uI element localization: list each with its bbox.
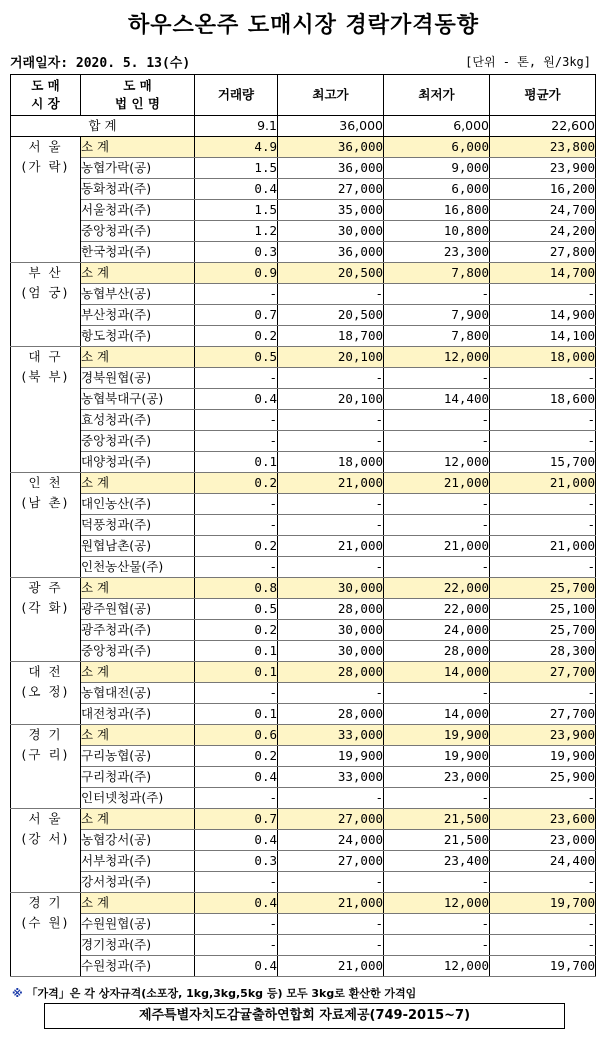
corp-name: 수원원협(공) — [81, 914, 195, 935]
max-price-cell: 20,100 — [278, 389, 384, 410]
min-price-cell: 7,900 — [384, 305, 490, 326]
avg-price-cell: 23,900 — [490, 725, 596, 746]
max-price-cell: 33,000 — [278, 767, 384, 788]
max-price-cell: 24,000 — [278, 830, 384, 851]
min-price-cell: 24,000 — [384, 620, 490, 641]
volume-cell: 0.7 — [195, 809, 278, 830]
max-price-cell: 20,500 — [278, 263, 384, 284]
corp-name: 경기청과(주) — [81, 935, 195, 956]
corp-name: 인터넷청과(주) — [81, 788, 195, 809]
avg-price-cell: 14,100 — [490, 326, 596, 347]
avg-price-cell: 14,700 — [490, 263, 596, 284]
avg-price-cell: - — [490, 410, 596, 431]
min-price-cell: 6,000 — [384, 179, 490, 200]
min-price-cell: 6,000 — [384, 137, 490, 158]
subtotal-row — [11, 473, 596, 494]
max-price-cell: - — [278, 557, 384, 578]
volume-cell: 0.1 — [195, 641, 278, 662]
market-name: 인 천 (남 촌) — [11, 473, 81, 578]
table-row — [11, 158, 596, 179]
table-row — [11, 284, 596, 305]
avg-price-cell: - — [490, 683, 596, 704]
min-price-cell: - — [384, 914, 490, 935]
col-avg: 평균가 — [490, 75, 596, 116]
col-volume: 거래량 — [195, 75, 278, 116]
table-row — [11, 368, 596, 389]
min-price-cell: 14,000 — [384, 704, 490, 725]
volume-cell: - — [195, 284, 278, 305]
min-price-cell: 9,000 — [384, 158, 490, 179]
avg-price-cell: - — [490, 368, 596, 389]
table-row — [11, 914, 596, 935]
max-price-cell: 36,000 — [278, 158, 384, 179]
subtotal-row — [11, 809, 596, 830]
volume-cell: 1.5 — [195, 200, 278, 221]
subtotal-row — [11, 662, 596, 683]
corp-name: 소 계 — [81, 578, 195, 599]
min-price-cell: 14,000 — [384, 662, 490, 683]
min-price-cell: - — [384, 410, 490, 431]
avg-price-cell: 25,100 — [490, 599, 596, 620]
table-row — [11, 431, 596, 452]
volume-cell: - — [195, 914, 278, 935]
corp-name: 소 계 — [81, 347, 195, 368]
avg-price-cell: - — [490, 788, 596, 809]
avg-price-cell: 19,700 — [490, 956, 596, 977]
min-price-cell: 21,500 — [384, 830, 490, 851]
avg-price-cell: - — [490, 914, 596, 935]
subtotal-row — [11, 725, 596, 746]
col-market: 도 매 시 장 — [11, 75, 81, 116]
avg-price-cell: 19,700 — [490, 893, 596, 914]
avg-price-cell: - — [490, 515, 596, 536]
max-price-cell: 28,000 — [278, 704, 384, 725]
corp-name: 부산청과(주) — [81, 305, 195, 326]
market-name: 대 구 (북 부) — [11, 347, 81, 473]
corp-name: 덕풍청과(주) — [81, 515, 195, 536]
max-price-cell: 19,900 — [278, 746, 384, 767]
table-row — [11, 599, 596, 620]
table-row — [11, 410, 596, 431]
volume-cell: 0.9 — [195, 263, 278, 284]
volume-cell: - — [195, 788, 278, 809]
volume-cell: 0.2 — [195, 536, 278, 557]
corp-name: 농협대전(공) — [81, 683, 195, 704]
max-price-cell: 35,000 — [278, 200, 384, 221]
min-price-cell: 7,800 — [384, 263, 490, 284]
col-max: 최고가 — [278, 75, 384, 116]
avg-price-cell: 18,000 — [490, 347, 596, 368]
corp-name: 소 계 — [81, 809, 195, 830]
corp-name: 소 계 — [81, 662, 195, 683]
corp-name: 인천농산물(주) — [81, 557, 195, 578]
table-row — [11, 704, 596, 725]
max-price-cell: 21,000 — [278, 473, 384, 494]
volume-cell: 0.5 — [195, 599, 278, 620]
max-price-cell: 28,000 — [278, 599, 384, 620]
footnote — [12, 985, 416, 1001]
corp-name: 경북원협(공) — [81, 368, 195, 389]
max-price-cell: 28,000 — [278, 662, 384, 683]
max-price-cell: 36,000 — [278, 137, 384, 158]
volume-cell: - — [195, 557, 278, 578]
trade-date: 거래일자: 2020. 5. 13(수) — [10, 56, 191, 71]
avg-price-cell: - — [490, 935, 596, 956]
min-price-cell: 12,000 — [384, 452, 490, 473]
avg-price-cell: 25,700 — [490, 578, 596, 599]
corp-name: 대전청과(주) — [81, 704, 195, 725]
corp-name: 농협북대구(공) — [81, 389, 195, 410]
table-row — [11, 872, 596, 893]
corp-name: 강서청과(주) — [81, 872, 195, 893]
table-row — [11, 620, 596, 641]
avg-price-cell: 27,800 — [490, 242, 596, 263]
avg-price-cell: 18,600 — [490, 389, 596, 410]
col-corp: 도 매 법 인 명 — [81, 75, 195, 116]
max-price-cell: - — [278, 788, 384, 809]
avg-price-cell: 14,900 — [490, 305, 596, 326]
table-row — [11, 956, 596, 977]
table-row — [11, 830, 596, 851]
max-price-cell: - — [278, 284, 384, 305]
max-price-cell: - — [278, 872, 384, 893]
min-price-cell: 22,000 — [384, 599, 490, 620]
avg-price-cell: 23,900 — [490, 158, 596, 179]
total-volume: 9.1 — [195, 116, 278, 137]
min-price-cell: - — [384, 515, 490, 536]
market-name: 부 산 (엄 궁) — [11, 263, 81, 347]
source-box: 제주특별자치도감귤출하연합회 자료제공(749-2015~7) — [44, 1003, 565, 1029]
subtotal-row — [11, 137, 596, 158]
market-name: 경 기 (구 리) — [11, 725, 81, 809]
max-price-cell: 30,000 — [278, 578, 384, 599]
volume-cell: 0.4 — [195, 179, 278, 200]
max-price-cell: - — [278, 410, 384, 431]
corp-name: 대인농산(주) — [81, 494, 195, 515]
max-price-cell: - — [278, 431, 384, 452]
avg-price-cell: - — [490, 557, 596, 578]
total-label: 합 계 — [11, 116, 195, 137]
corp-name: 동화청과(주) — [81, 179, 195, 200]
max-price-cell: 21,000 — [278, 956, 384, 977]
corp-name: 중앙청과(주) — [81, 221, 195, 242]
max-price-cell: 27,000 — [278, 179, 384, 200]
max-price-cell: 21,000 — [278, 893, 384, 914]
table-row — [11, 788, 596, 809]
volume-cell: 0.1 — [195, 704, 278, 725]
min-price-cell: - — [384, 557, 490, 578]
min-price-cell: 21,000 — [384, 473, 490, 494]
max-price-cell: 30,000 — [278, 221, 384, 242]
corp-name: 효성청과(주) — [81, 410, 195, 431]
corp-name: 원협남촌(공) — [81, 536, 195, 557]
table-row — [11, 851, 596, 872]
max-price-cell: 30,000 — [278, 641, 384, 662]
avg-price-cell: 27,700 — [490, 704, 596, 725]
avg-price-cell: 23,600 — [490, 809, 596, 830]
corp-name: 광주원협(공) — [81, 599, 195, 620]
avg-price-cell: 27,700 — [490, 662, 596, 683]
avg-price-cell: 23,000 — [490, 830, 596, 851]
market-name: 경 기 (수 원) — [11, 893, 81, 977]
max-price-cell: 30,000 — [278, 620, 384, 641]
min-price-cell: 28,000 — [384, 641, 490, 662]
corp-name: 수원청과(주) — [81, 956, 195, 977]
market-name: 서 울 (가 락) — [11, 137, 81, 263]
volume-cell: - — [195, 368, 278, 389]
max-price-cell: - — [278, 914, 384, 935]
total-min: 6,000 — [384, 116, 490, 137]
volume-cell: 4.9 — [195, 137, 278, 158]
min-price-cell: 12,000 — [384, 347, 490, 368]
avg-price-cell: - — [490, 431, 596, 452]
avg-price-cell: 16,200 — [490, 179, 596, 200]
max-price-cell: - — [278, 494, 384, 515]
table-row — [11, 746, 596, 767]
min-price-cell: 12,000 — [384, 956, 490, 977]
avg-price-cell: 15,700 — [490, 452, 596, 473]
min-price-cell: - — [384, 872, 490, 893]
min-price-cell: 23,400 — [384, 851, 490, 872]
corp-name: 중앙청과(주) — [81, 431, 195, 452]
min-price-cell: 12,000 — [384, 893, 490, 914]
volume-cell: 0.2 — [195, 620, 278, 641]
min-price-cell: - — [384, 788, 490, 809]
avg-price-cell: 25,900 — [490, 767, 596, 788]
min-price-cell: - — [384, 683, 490, 704]
table-row — [11, 242, 596, 263]
volume-cell: - — [195, 431, 278, 452]
corp-name: 구리농협(공) — [81, 746, 195, 767]
market-name: 대 전 (오 정) — [11, 662, 81, 725]
total-row — [11, 116, 596, 137]
volume-cell: 0.7 — [195, 305, 278, 326]
corp-name: 서울청과(주) — [81, 200, 195, 221]
max-price-cell: - — [278, 368, 384, 389]
max-price-cell: 27,000 — [278, 809, 384, 830]
corp-name: 소 계 — [81, 137, 195, 158]
volume-cell: - — [195, 683, 278, 704]
min-price-cell: 19,900 — [384, 746, 490, 767]
volume-cell: 0.2 — [195, 473, 278, 494]
table-row — [11, 767, 596, 788]
max-price-cell: 27,000 — [278, 851, 384, 872]
min-price-cell: - — [384, 368, 490, 389]
min-price-cell: 23,000 — [384, 767, 490, 788]
corp-name: 농협강서(공) — [81, 830, 195, 851]
min-price-cell: 7,800 — [384, 326, 490, 347]
min-price-cell: 19,900 — [384, 725, 490, 746]
col-min: 최저가 — [384, 75, 490, 116]
volume-cell: 0.1 — [195, 452, 278, 473]
min-price-cell: - — [384, 935, 490, 956]
max-price-cell: 33,000 — [278, 725, 384, 746]
min-price-cell: - — [384, 494, 490, 515]
corp-name: 대양청과(주) — [81, 452, 195, 473]
table-row — [11, 935, 596, 956]
volume-cell: 0.4 — [195, 830, 278, 851]
corp-name: 한국청과(주) — [81, 242, 195, 263]
avg-price-cell: 19,900 — [490, 746, 596, 767]
avg-price-cell: 21,000 — [490, 473, 596, 494]
corp-name: 소 계 — [81, 725, 195, 746]
note-mark: ※ — [12, 987, 23, 1000]
min-price-cell: 10,800 — [384, 221, 490, 242]
max-price-cell: 20,500 — [278, 305, 384, 326]
min-price-cell: - — [384, 284, 490, 305]
table-row — [11, 452, 596, 473]
volume-cell: 0.3 — [195, 242, 278, 263]
volume-cell: - — [195, 494, 278, 515]
volume-cell: 1.5 — [195, 158, 278, 179]
volume-cell: 0.4 — [195, 767, 278, 788]
avg-price-cell: - — [490, 284, 596, 305]
corp-name: 농협가락(공) — [81, 158, 195, 179]
subtotal-row — [11, 578, 596, 599]
table-row — [11, 494, 596, 515]
avg-price-cell: - — [490, 494, 596, 515]
avg-price-cell: 24,400 — [490, 851, 596, 872]
max-price-cell: 18,000 — [278, 452, 384, 473]
avg-price-cell: 24,200 — [490, 221, 596, 242]
min-price-cell: 23,300 — [384, 242, 490, 263]
volume-cell: 0.3 — [195, 851, 278, 872]
min-price-cell: 21,000 — [384, 536, 490, 557]
corp-name: 소 계 — [81, 473, 195, 494]
volume-cell: 1.2 — [195, 221, 278, 242]
corp-name: 농협부산(공) — [81, 284, 195, 305]
volume-cell: 0.2 — [195, 746, 278, 767]
corp-name: 서부청과(주) — [81, 851, 195, 872]
corp-name: 중앙청과(주) — [81, 641, 195, 662]
avg-price-cell: - — [490, 872, 596, 893]
corp-name: 항도청과(주) — [81, 326, 195, 347]
note-text: 「가격」은 각 상자규격(소포장, 1kg,3kg,5kg 등) 모두 3kg로 환산한 가격임 — [26, 987, 417, 1000]
table-row — [11, 221, 596, 242]
corp-name: 소 계 — [81, 893, 195, 914]
avg-price-cell: 28,300 — [490, 641, 596, 662]
min-price-cell: 16,800 — [384, 200, 490, 221]
min-price-cell: 14,400 — [384, 389, 490, 410]
max-price-cell: 18,700 — [278, 326, 384, 347]
corp-name: 구리청과(주) — [81, 767, 195, 788]
page-title: 하우스온주 도매시장 경락가격동향 — [127, 13, 480, 38]
table-row — [11, 305, 596, 326]
avg-price-cell: 25,700 — [490, 620, 596, 641]
subtotal-row — [11, 263, 596, 284]
subtotal-row — [11, 893, 596, 914]
volume-cell: 0.4 — [195, 389, 278, 410]
corp-name: 소 계 — [81, 263, 195, 284]
volume-cell: 0.4 — [195, 956, 278, 977]
table-row — [11, 515, 596, 536]
volume-cell: 0.8 — [195, 578, 278, 599]
price-table — [10, 74, 596, 977]
volume-cell: 0.1 — [195, 662, 278, 683]
table-row — [11, 557, 596, 578]
avg-price-cell: 23,800 — [490, 137, 596, 158]
max-price-cell: - — [278, 515, 384, 536]
volume-cell: 0.4 — [195, 893, 278, 914]
unit-label: [단위 - 톤, 원/3kg] — [465, 55, 591, 69]
min-price-cell: - — [384, 431, 490, 452]
table-row — [11, 179, 596, 200]
max-price-cell: 21,000 — [278, 536, 384, 557]
market-name: 광 주 (각 화) — [11, 578, 81, 662]
volume-cell: - — [195, 410, 278, 431]
total-max: 36,000 — [278, 116, 384, 137]
corp-name: 광주청과(주) — [81, 620, 195, 641]
volume-cell: 0.2 — [195, 326, 278, 347]
market-name: 서 울 (강 서) — [11, 809, 81, 893]
max-price-cell: 36,000 — [278, 242, 384, 263]
volume-cell: - — [195, 515, 278, 536]
min-price-cell: 21,500 — [384, 809, 490, 830]
volume-cell: 0.5 — [195, 347, 278, 368]
volume-cell: 0.6 — [195, 725, 278, 746]
max-price-cell: 20,100 — [278, 347, 384, 368]
min-price-cell: 22,000 — [384, 578, 490, 599]
header-row — [11, 75, 596, 116]
total-avg: 22,600 — [490, 116, 596, 137]
avg-price-cell: 21,000 — [490, 536, 596, 557]
volume-cell: - — [195, 872, 278, 893]
volume-cell: - — [195, 935, 278, 956]
max-price-cell: - — [278, 683, 384, 704]
table-row — [11, 536, 596, 557]
subtotal-row — [11, 347, 596, 368]
table-row — [11, 326, 596, 347]
avg-price-cell: 24,700 — [490, 200, 596, 221]
max-price-cell: - — [278, 935, 384, 956]
table-row — [11, 200, 596, 221]
table-row — [11, 389, 596, 410]
table-row — [11, 641, 596, 662]
table-row — [11, 683, 596, 704]
